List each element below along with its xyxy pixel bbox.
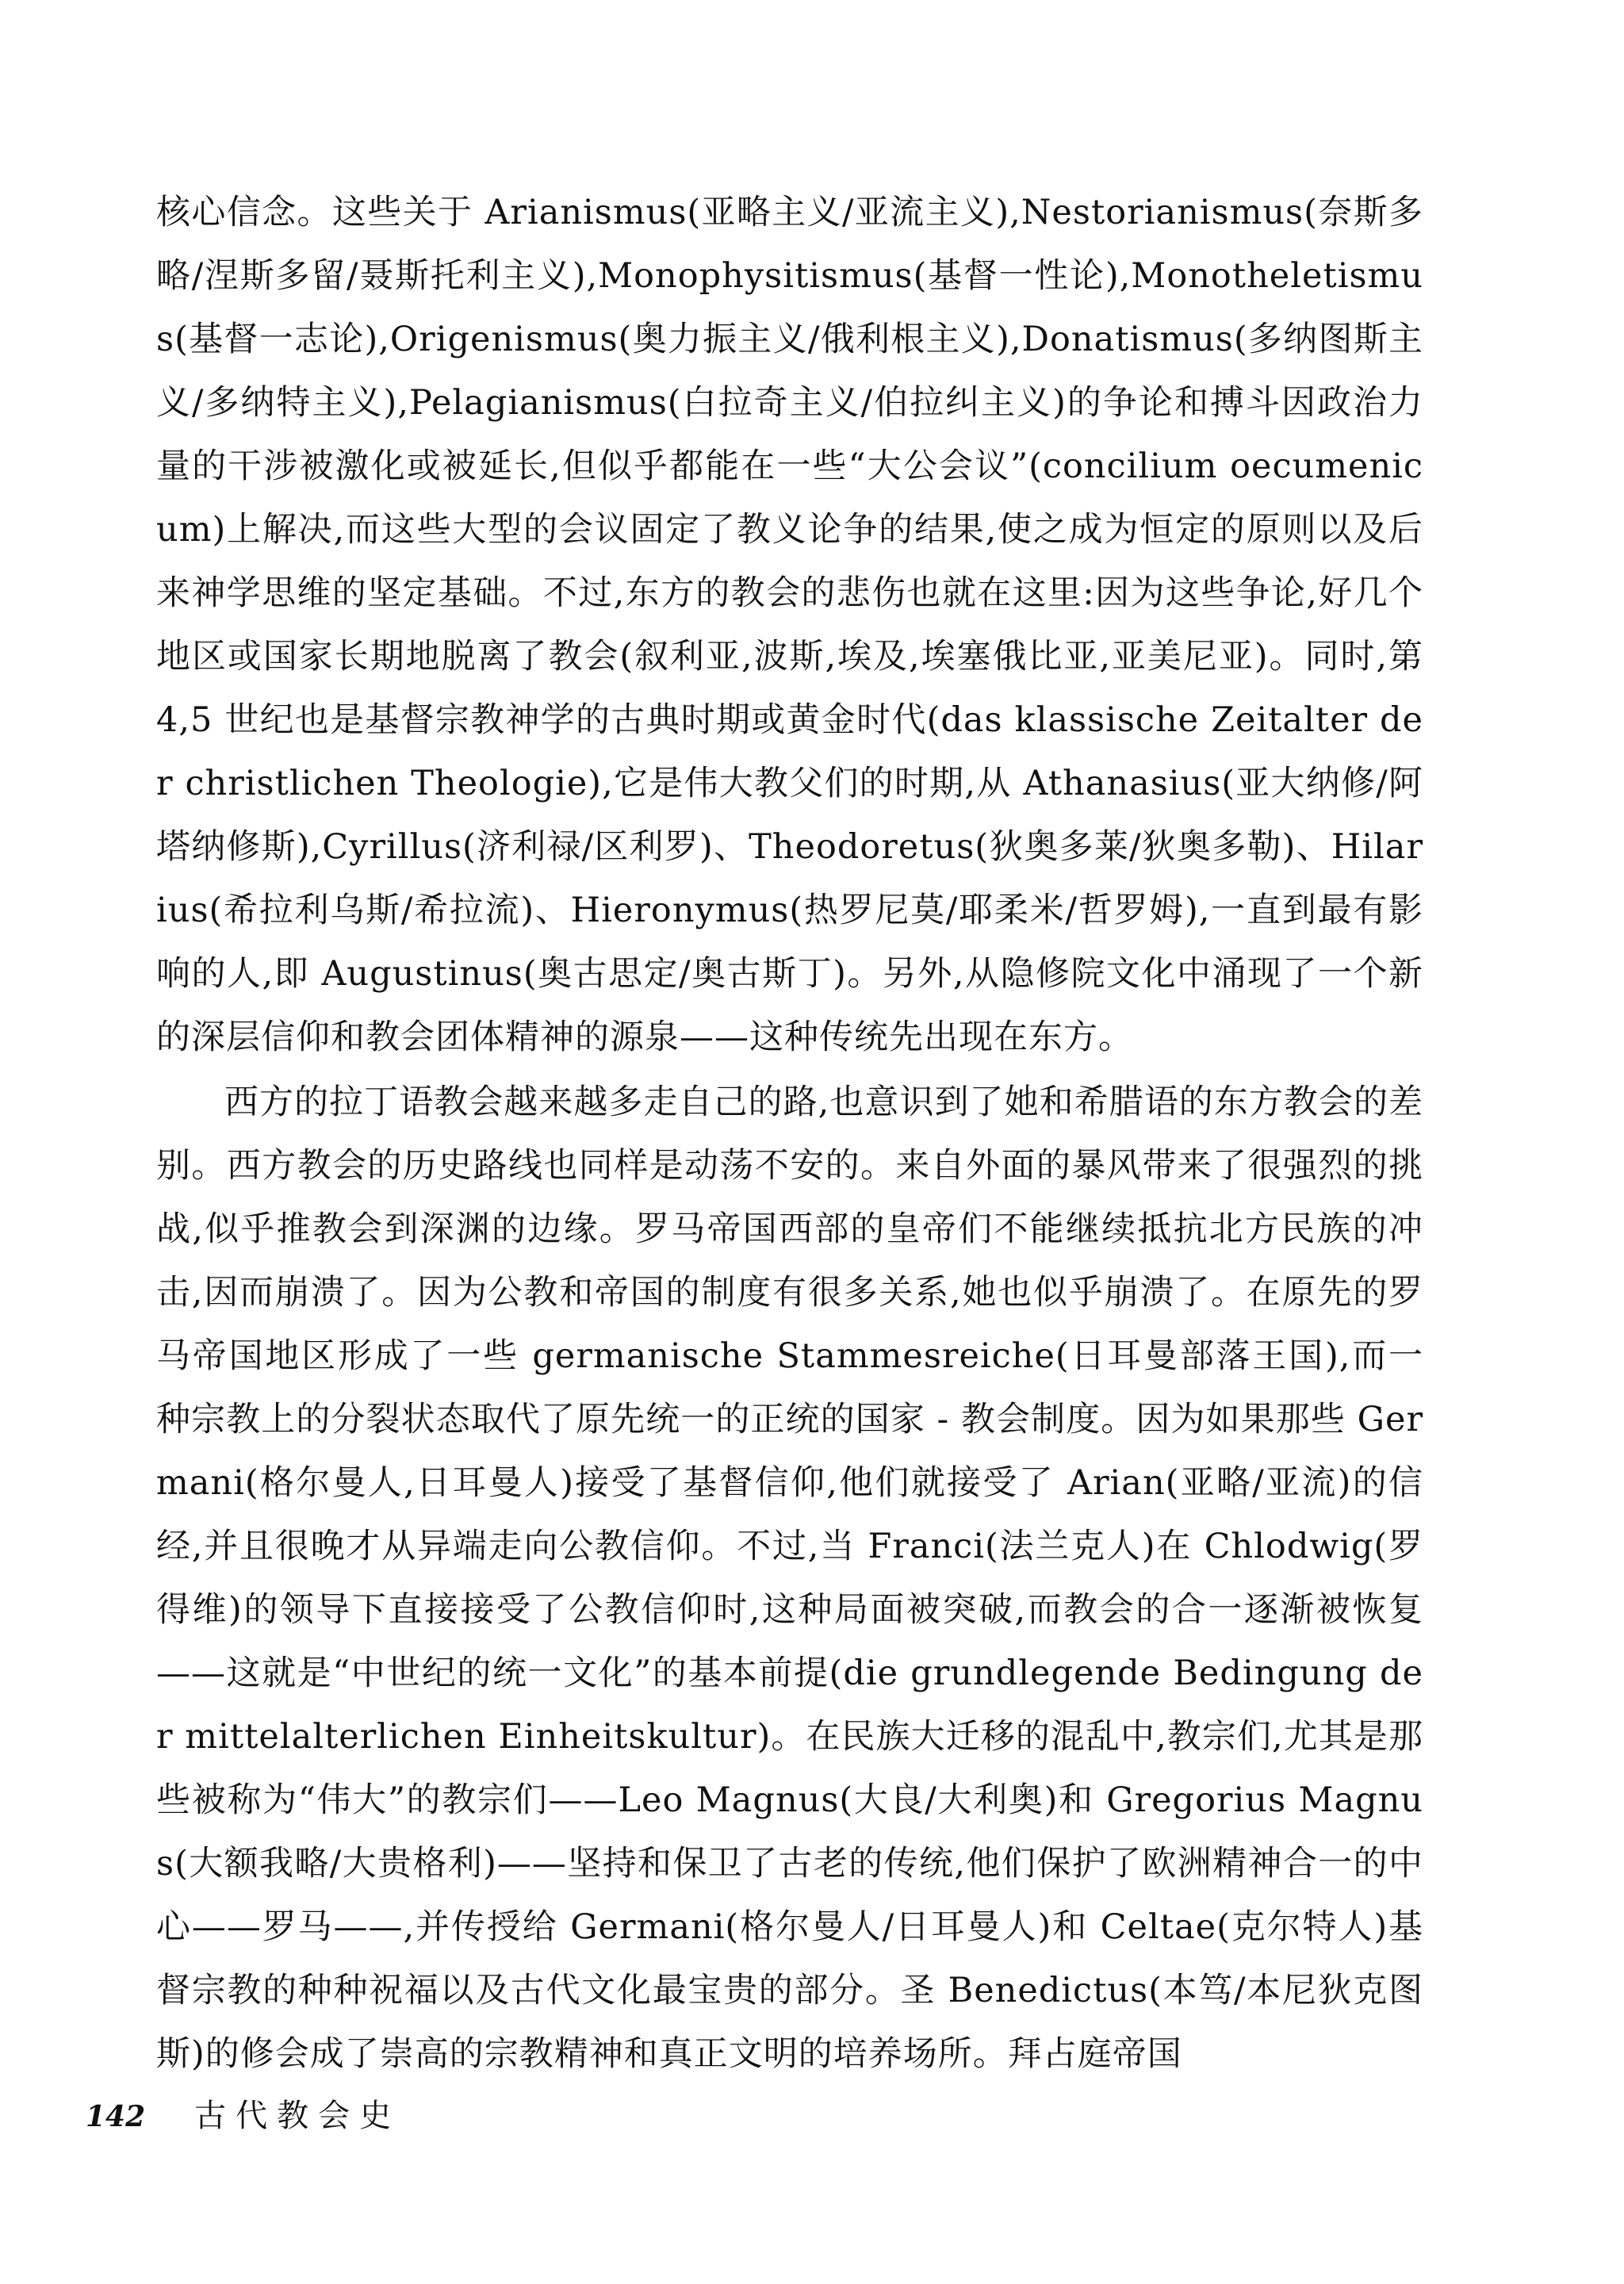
paragraph-1: 核心信念。这些关于 Arianismus(亚略主义/亚流主义),Nestorianismus(奈斯多略/涅斯多留/聂斯托利主义),Monophysitismus(基督一性论),Monotheletismus(基督一志论),Origenismus(奥力振主义/俄利根主义),Donatismus(多纳图斯主义/多纳特主义),Pelagianismus(白拉奇主义/伯拉纠主义)的争论和搏斗因政治力量的干涉被激化或被延长,但似乎都能在一些“大公会议”(concilium oecumenicum)上解决,而这些大型的会议固定了教义论争的结果,使之成为恒定的原则以及后来神学思维的坚定基础。不过,东方的教会的悲伤也就在这里:因为这些争论,好几个地区或国家长期地脱离了教会(叙利亚,波斯,埃及,埃塞俄比亚,亚美尼亚)。同时,第4,5 世纪也是基督宗教神学的古典时期或黄金时代(das klassische Zeitalter der christlichen Theologie),它是伟大教父们的时期,从 Athanasius(亚大纳修/阿塔纳修斯),Cyrillus(济利禄/区利罗)、Theodoretus(狄奥多莱/狄奥多勒)、Hilarius(希拉利乌斯/希拉流)、Hieronymus(热罗尼莫/耶柔米/哲罗姆),一直到最有影响的人,即 Augustinus(奥古思定/奥古斯丁)。另外,从隐修院文化中涌现了一个新的深层信仰和教会团体精神的源泉——这种传统先出现在东方。	[156, 193, 1423, 1057]
running-title: 古代教会史	[194, 2098, 401, 2134]
page-footer	[86, 2090, 400, 2136]
body-text	[156, 181, 1423, 2086]
page-number: 142	[86, 2100, 146, 2133]
paragraph-2: 西方的拉丁语教会越来越多走自己的路,也意识到了她和希腊语的东方教会的差别。西方教会的历史路线也同样是动荡不安的。来自外面的暴风带来了很强烈的挑战,似乎推教会到深渊的边缘。罗马帝国西部的皇帝们不能继续抵抗北方民族的冲击,因而崩溃了。因为公教和帝国的制度有很多关系,她也似乎崩溃了。在原先的罗马帝国地区形成了一些 germanische Stammesreiche(日耳曼部落王国),而一种宗教上的分裂状态取代了原先统一的正统的国家 - 教会制度。因为如果那些 Germani(格尔曼人,日耳曼人)接受了基督信仰,他们就接受了 Arian(亚略/亚流)的信经,并且很晚才从异端走向公教信仰。不过,当 Franci(法兰克人)在 Chlodwig(罗得维)的领导下直接接受了公教信仰时,这种局面被突破,而教会的合一逐渐被恢复——这就是“中世纪的统一文化”的基本前提(die grundlegende Bedingung der mittelalterlichen Einheitskultur)。在民族大迁移的混乱中,教宗们,尤其是那些被称为“伟大”的教宗们——Leo Magnus(大良/大利奥)和 Gregorius Magnus(大额我略/大贵格利)——坚持和保卫了古老的传统,他们保护了欧洲精神合一的中心——罗马——,并传授给 Germani(格尔曼人/日耳曼人)和 Celtae(克尔特人)基督宗教的种种祝福以及古代文化最宝贵的部分。圣 Benedictus(本笃/本尼狄克图斯)的修会成了崇高的宗教精神和真正文明的培养场所。拜占庭帝国	[156, 1083, 1423, 2074]
